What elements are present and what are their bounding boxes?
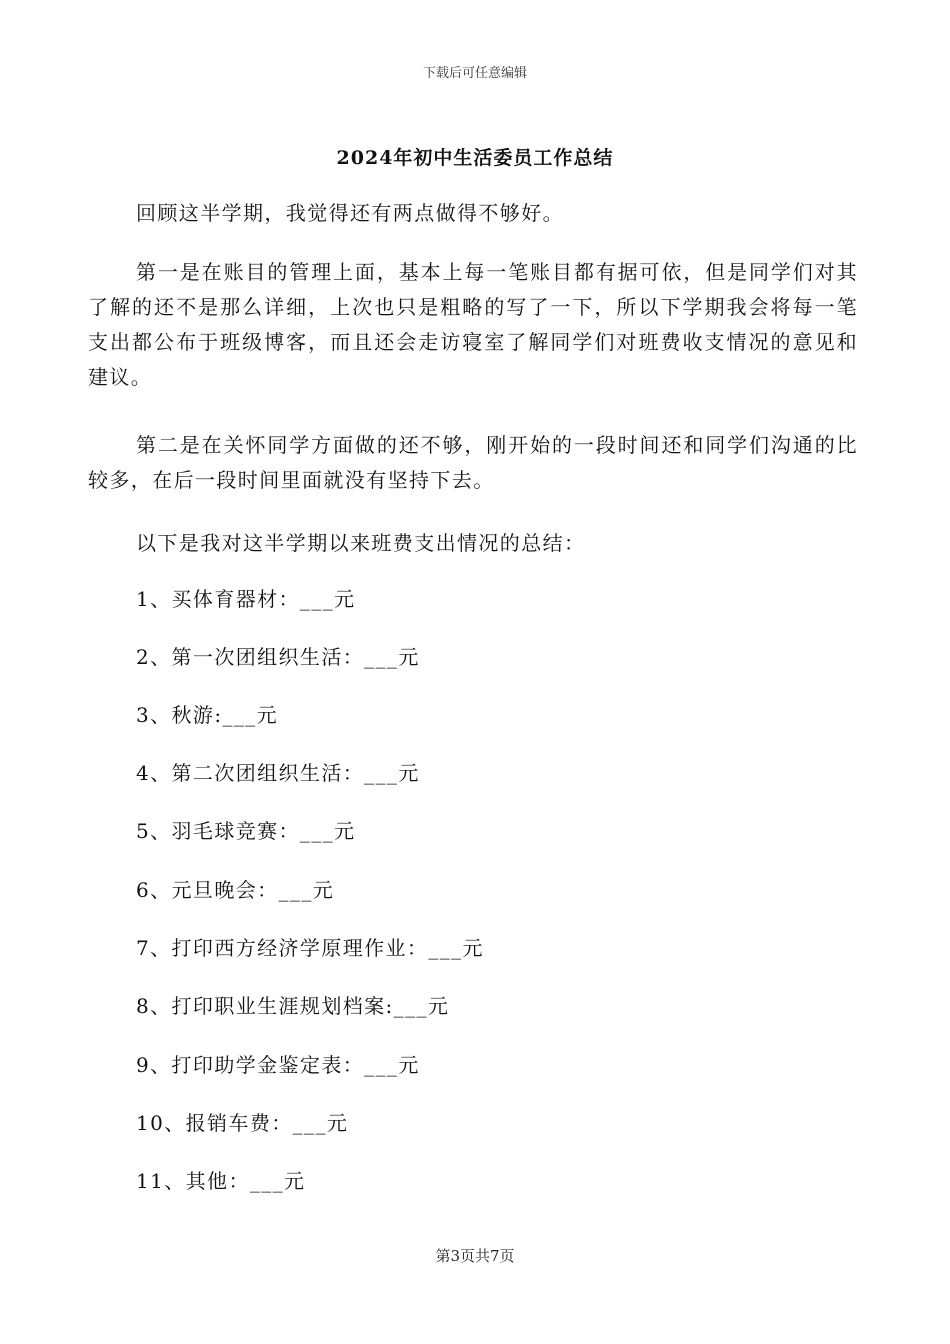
expense-item: 6、元旦晚会：___元 bbox=[136, 878, 335, 902]
expense-item: 3、秋游:___元 bbox=[136, 703, 279, 727]
expense-item: 7、打印西方经济学原理作业：___元 bbox=[136, 936, 484, 960]
expense-item: 5、羽毛球竞赛：___元 bbox=[136, 819, 356, 843]
document-title: 2024年初中生活委员工作总结 bbox=[336, 147, 614, 169]
header-note: 下载后可任意编辑 bbox=[422, 66, 527, 81]
expense-item: 11、其他：___元 bbox=[136, 1169, 306, 1193]
expense-item: 1、买体育器材：___元 bbox=[136, 587, 356, 611]
expense-item: 10、报销车费：___元 bbox=[136, 1111, 349, 1135]
paragraph-first-issue: 第一是在账目的管理上面，基本上每一笔账目都有据可依，但是同学们对其了解的还不是那么详细，上次也只是粗略的写了一下，所以下学期我会将每一笔支出都公布于班级博客，而且还会走访寝室了解同学们对班费收支情况的意见和建议。 bbox=[88, 260, 858, 389]
page-number: 第3页共7页 bbox=[435, 1247, 515, 1265]
paragraph-intro: 回顾这半学期，我觉得还有两点做得不够好。 bbox=[136, 201, 564, 225]
expense-item: 4、第二次团组织生活：___元 bbox=[136, 761, 420, 785]
expense-item: 8、打印职业生涯规划档案:___元 bbox=[136, 994, 450, 1018]
expense-item: 9、打印助学金鉴定表：___元 bbox=[136, 1053, 420, 1077]
expense-item: 2、第一次团组织生活：___元 bbox=[136, 645, 420, 669]
paragraph-summary-intro: 以下是我对这半学期以来班费支出情况的总结： bbox=[136, 531, 586, 555]
paragraph-second-issue: 第二是在关怀同学方面做的还不够，刚开始的一段时间还和同学们沟通的比较多，在后一段时间里面就没有坚持下去。 bbox=[88, 433, 858, 492]
